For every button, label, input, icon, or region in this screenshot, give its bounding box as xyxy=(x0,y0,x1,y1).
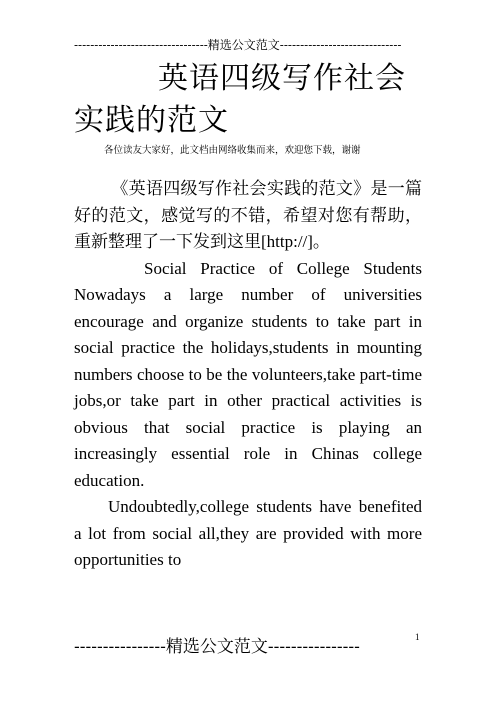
page-header: ---------------------------------精选公文范文------------------------------ xyxy=(74,38,402,52)
document-body xyxy=(74,176,422,574)
document-title: 英语四级写作社会实践的范文 xyxy=(74,61,406,138)
page-number: 1 xyxy=(415,632,420,642)
essay-paragraph-1: Social Practice of College Students Nowadays a large number of universities encourage and organize students to take part in social practice the holidays,students in mounting numbers choose to be the volunteers,take part-time jobs,or take part in other practical activities is obvious that social practice is playing an increasingly essential role in Chinas college education. xyxy=(74,258,422,490)
intro-paragraph: 《英语四级写作社会实践的范文》是一篇好的范文，感觉写的不错，希望对您有帮助，重新整理了一下发到这里[http://]。 xyxy=(74,179,422,251)
greeting-note: 各位读友大家好，此文档由网络收集而来，欢迎您下载，谢谢 xyxy=(104,145,361,156)
essay-paragraph-2: Undoubtedly,college students have benefited a lot from social all,they are provided with more opportunities to xyxy=(74,497,422,569)
page-footer: ----------------精选公文范文---------------- xyxy=(74,637,360,657)
